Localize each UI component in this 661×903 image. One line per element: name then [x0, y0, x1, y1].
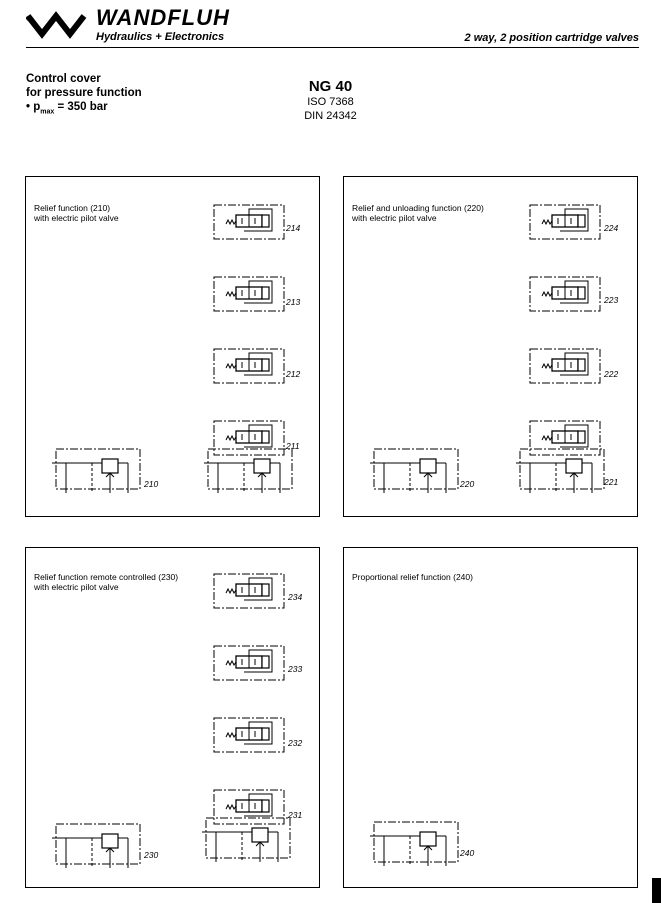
variant-box-210	[25, 176, 320, 517]
iso-norm: ISO 7368	[307, 96, 354, 108]
wandfluh-logo-icon	[26, 6, 92, 42]
brand-tagline: Hydraulics + Electronics	[96, 31, 225, 43]
intro-line-1: Control cover	[26, 73, 101, 85]
cover-symbol	[52, 449, 140, 493]
code-222: 222	[604, 369, 619, 379]
box-title-line-1: Proportional relief function (240)	[352, 572, 473, 582]
schematic-240	[344, 548, 637, 887]
code-211: 211	[286, 441, 300, 451]
code-231: 231	[288, 810, 303, 820]
box-title-line-2: with electric pilot valve	[352, 213, 437, 223]
brand-name: WANDFLUH	[96, 5, 230, 30]
din-norm: DIN 24342	[304, 110, 357, 122]
code-224: 224	[604, 223, 619, 233]
pmax-subscript: max	[40, 108, 55, 116]
box-title-line-1: Relief and unloading function (220)	[352, 203, 484, 213]
code-212: 212	[286, 369, 301, 379]
pmax-value: = 350 bar	[54, 101, 108, 113]
code-210: 210	[144, 479, 159, 489]
intro-line-2: for pressure function	[26, 87, 142, 99]
pmax-prefix: • p	[26, 101, 41, 113]
schematic-210	[26, 177, 319, 516]
document-title: 2 way, 2 position cartridge valves	[464, 32, 639, 44]
norms-block	[0, 78, 661, 123]
pilot-valve-symbol	[214, 205, 284, 239]
code-230: 230	[144, 850, 159, 860]
box-title-line-2: with electric pilot valve	[34, 582, 119, 592]
code-221: 221	[604, 477, 619, 487]
code-214: 214	[286, 223, 301, 233]
code-213: 213	[286, 297, 301, 307]
schematic-220	[344, 177, 637, 516]
nominal-size: NG 40	[308, 78, 353, 95]
variant-box-220	[343, 176, 638, 517]
box-title-line-2: with electric pilot valve	[34, 213, 119, 223]
pilot-valve-symbol	[214, 277, 284, 311]
code-234: 234	[288, 592, 303, 602]
code-223: 223	[604, 295, 619, 305]
pilot-valve-symbol	[214, 421, 284, 455]
pilot-valve-symbol	[214, 349, 284, 383]
box-title-line-1: Relief function remote controlled (230)	[34, 572, 179, 582]
registered-mark: ®	[26, 16, 32, 23]
header-divider	[26, 47, 639, 48]
box-title-line-1: Relief function (210)	[34, 203, 111, 213]
code-232: 232	[288, 738, 303, 748]
schematic-230	[26, 548, 319, 887]
code-233: 233	[288, 664, 303, 674]
cover-symbol	[204, 449, 292, 493]
variant-box-240	[343, 547, 638, 888]
logo	[26, 6, 92, 42]
code-240: 240	[460, 848, 475, 858]
page-edge-marker	[652, 878, 661, 903]
code-220: 220	[460, 479, 475, 489]
variant-box-230	[25, 547, 320, 888]
